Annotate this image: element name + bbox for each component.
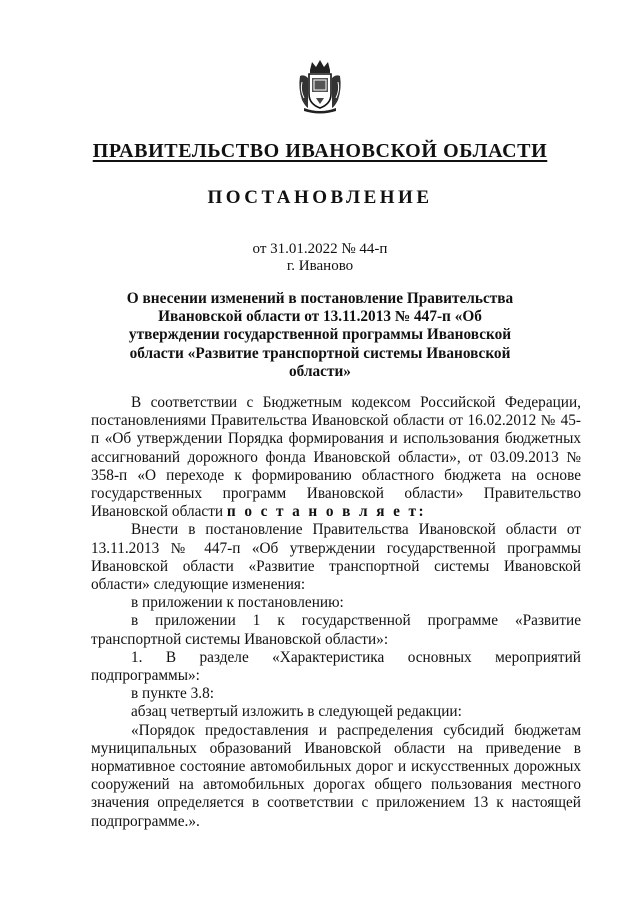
paragraph-fourth-indent: абзац четвертый изложить в следующей редакции: xyxy=(131,703,462,721)
document-body xyxy=(91,394,581,831)
paragraph-section-1: 1. В разделе «Характеристика основных мероприятий подпрограммы»: xyxy=(91,648,581,685)
paragraph-amend: Внести в постановление Правительства Ивановской области от 13.11.2013 № 447-п «Об утверждении государственной программы Ивановской области «Развитие транспортной системы Ивановской области» следующие изменения: xyxy=(91,521,581,594)
paragraph-point-3-8: в пункте 3.8: xyxy=(131,685,214,703)
paragraph-new-wording: «Порядок предоставления и распределения субсидий бюджетам муниципальных образований Ивановской области на приведение в нормативное состояние автомобильных дорог и искусственных дорожных сооружений на автомобильных дорогах общего пользования местного значения определяется в соответствии с приложением 13 к настоящей подпрограмме.». xyxy=(91,721,581,830)
paragraph-appendix-1: в приложении 1 к государственной программе «Развитие транспортной системы Ивановской области»: xyxy=(91,612,581,648)
government-title: ПРАВИТЕЛЬСТВО ИВАНОВСКОЙ ОБЛАСТИ xyxy=(92,140,548,162)
document-type: ПОСТАНОВЛЕНИЕ xyxy=(207,187,433,208)
paragraph-appendix: в приложении к постановлению: xyxy=(131,594,344,612)
coat-of-arms-icon xyxy=(296,58,344,114)
resolves-emphasis: п о с т а н о в л я е т: xyxy=(226,503,426,521)
document-date-number: от 31.01.2022 № 44-п xyxy=(252,241,388,257)
document-subject: О внесении изменений в постановление Правительства Ивановской области от 13.11.2013 № 447-п «Об утверждении государственной программы Ивановской области «Развитие транспортной системы Ивановской области» xyxy=(126,290,514,380)
document-city: г. Иваново xyxy=(286,258,354,274)
paragraph-preamble xyxy=(91,394,581,521)
preamble-text: В соответствии с Бюджетным кодексом Российской Федерации, постановлениями Правительства Ивановской области от 16.02.2012 № 45-п «Об утверждении Порядка формирования и использования бюджетных ассигнований дорожного фонда Ивановской области», от 03.09.2013 № 358-п «О переходе к формированию областного бюджета на основе государственных программ Ивановской области» Правительство Ивановской области xyxy=(91,394,581,521)
